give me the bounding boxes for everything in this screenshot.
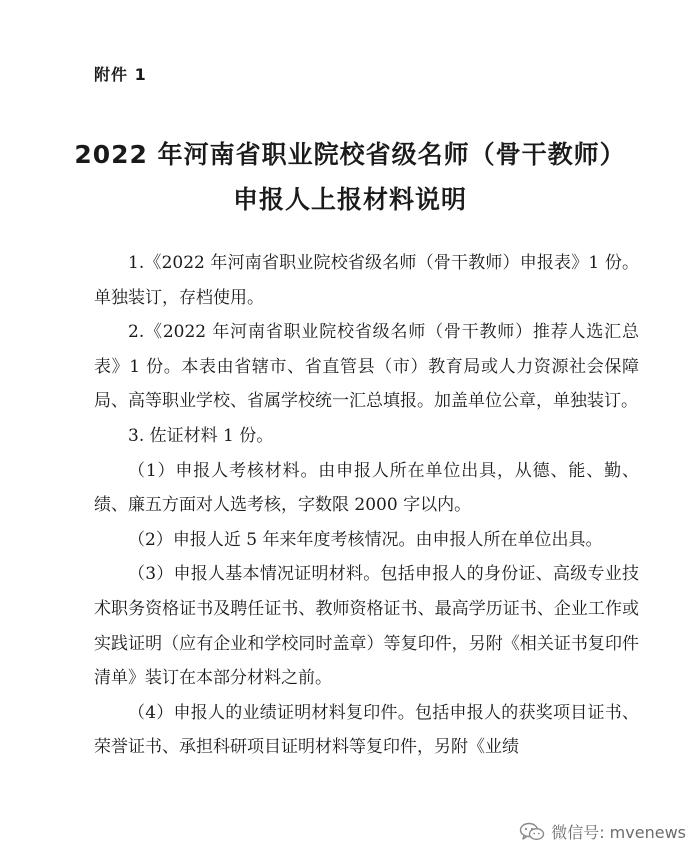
paragraph-3-1: （1）申报人考核材料。由申报人所在单位出具，从德、能、勤、绩、廉五方面对人选考核，字数限 2000 字以内。 bbox=[94, 460, 639, 516]
document-title-line-1: 2022 年河南省职业院校省级名师（骨干教师） bbox=[74, 140, 626, 169]
watermark-text: 微信号: mvenews bbox=[551, 823, 686, 842]
paragraph-3-3: （3）申报人基本情况证明材料。包括申报人的身份证、高级专业技术职务资格证书及聘任证书、教师资格证书、最高学历证书、企业工作或实践证明（应有企业和学校同时盖章）等复印件，另附《相关证书复印件清单》装订在本部分材料之前。 bbox=[94, 564, 639, 689]
paragraph-3-2: （2）申报人近 5 年来年度考核情况。由申报人所在单位出具。 bbox=[128, 529, 603, 550]
paragraph-3-4: （4）申报人的业绩证明材料复印件。包括申报人的获奖项目证书、荣誉证书、承担科研项目证明材料等复印件，另附《业绩 bbox=[94, 702, 639, 758]
document-title-line-2: 申报人上报材料说明 bbox=[232, 185, 467, 214]
paragraph-1: 1.《2022 年河南省职业院校省级名师（骨干教师）申报表》1 份。单独装订，存档使用。 bbox=[94, 253, 639, 308]
watermark bbox=[519, 820, 686, 843]
document-body bbox=[94, 246, 639, 765]
paragraph-3: 3. 佐证材料 1 份。 bbox=[128, 425, 274, 446]
paragraph-2: 2.《2022 年河南省职业院校省级名师（骨干教师）推荐人选汇总表》1 份。本表由省辖市、省直管县（市）教育局或人力资源社会保障局、高等职业学校、省属学校统一汇总填报。加盖单位公章，单独装订。 bbox=[94, 322, 639, 412]
wechat-icon bbox=[519, 822, 545, 842]
attachment-label: 附件 1 bbox=[94, 65, 147, 84]
